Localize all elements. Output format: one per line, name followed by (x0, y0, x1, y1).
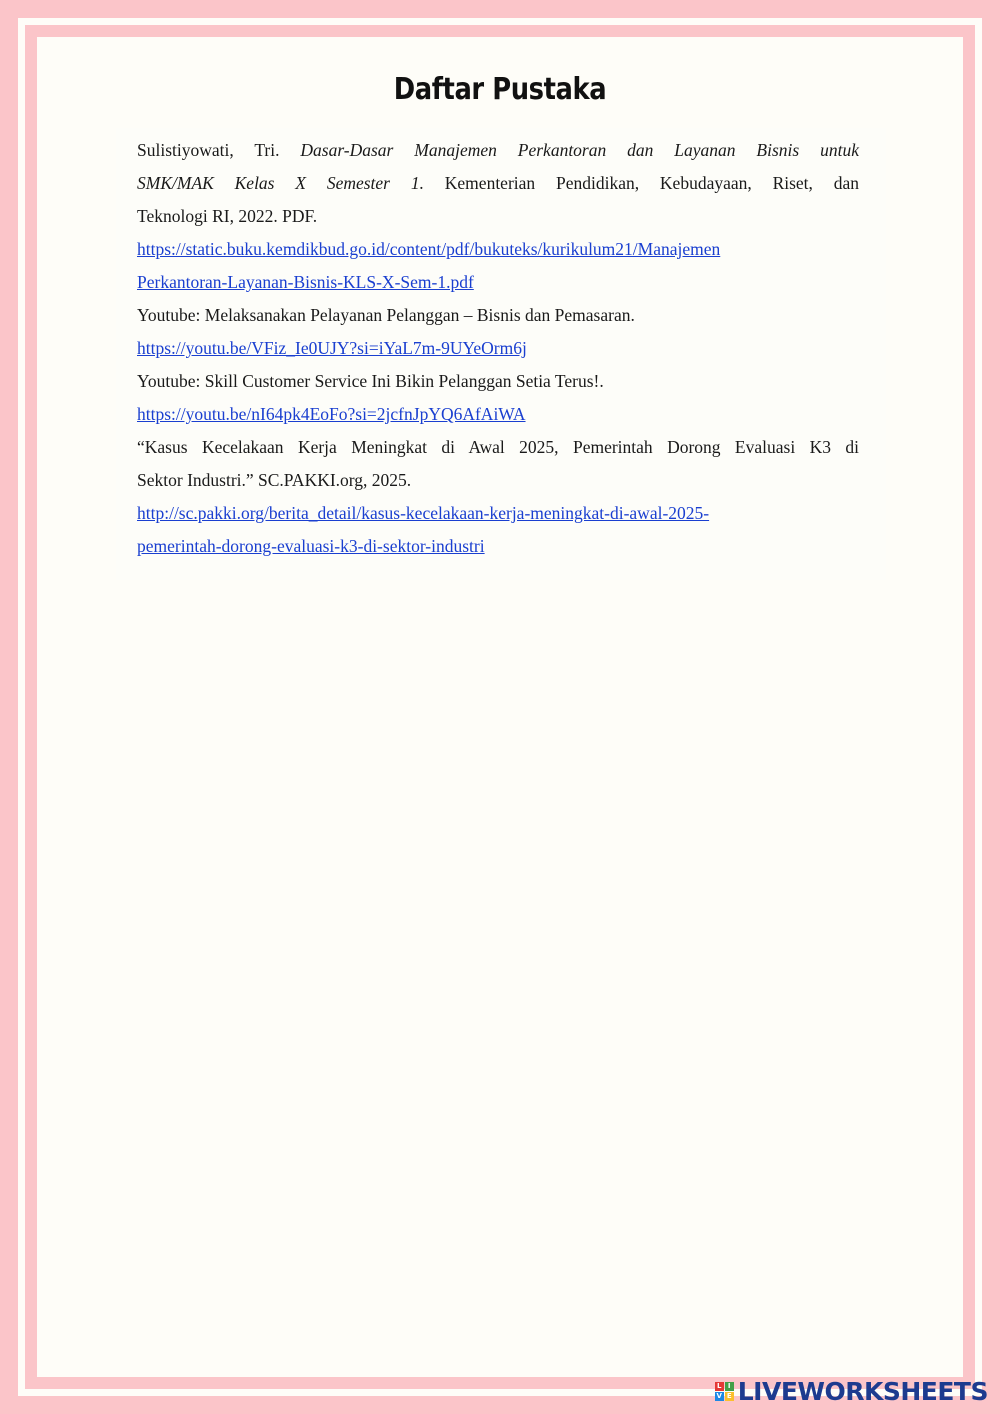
reference-link[interactable]: pemerintah-dorong-evaluasi-k3-di-sektor-industri (137, 536, 485, 556)
reference-text: Sektor Industri.” SC.PAKKI.org, 2025. (137, 470, 412, 490)
reference-item (137, 365, 859, 431)
reference-link[interactable]: https://youtu.be/nI64pk4EoFo?si=2jcfnJpYQ6AfAiWA (137, 404, 526, 424)
reference-link[interactable]: http://sc.pakki.org/berita_detail/kasus-kecelakaan-kerja-meningkat-di-awal-2025- (137, 503, 710, 523)
liveworksheets-logo[interactable] (715, 1376, 988, 1406)
logo-mark-letter: V (716, 1391, 722, 1400)
reference-text: “Kasus Kecelakaan Kerja Meningkat di Awal 2025, Pemerintah Dorong Evaluasi K3 di (137, 437, 859, 457)
logo-mark-letter: E (725, 1392, 734, 1401)
reference-link[interactable]: https://static.buku.kemdikbud.go.id/content/pdf/bukuteks/kurikulum21/Manajemen (137, 239, 721, 259)
reference-text: Youtube: Melaksanakan Pelayanan Pelanggan – Bisnis dan Pemasaran. (137, 305, 635, 325)
reference-list (137, 134, 859, 563)
reference-item (137, 134, 859, 299)
reference-item (137, 431, 859, 563)
page-title: Daftar Pustaka (393, 72, 607, 107)
reference-publisher: Teknologi RI, 2022. PDF. (137, 206, 318, 226)
logo-text: LIVEWORKSHEETS (737, 1376, 988, 1406)
logo-mark-letter: I (725, 1382, 734, 1391)
reference-author: Sulistiyowati, Tri. (137, 140, 280, 160)
reference-work-title: SMK/MAK Kelas X Semester 1. (137, 173, 424, 193)
reference-line (137, 167, 860, 200)
reference-link[interactable]: https://youtu.be/VFiz_Ie0UJY?si=iYaL7m-9UYeOrm6j (137, 338, 527, 358)
reference-item (137, 299, 859, 365)
reference-text: Youtube: Skill Customer Service Ini Bikin Pelanggan Setia Terus!. (137, 371, 604, 391)
reference-link[interactable]: Perkantoran-Layanan-Bisnis-KLS-X-Sem-1.pdf (137, 272, 474, 292)
reference-work-title: Dasar-Dasar Manajemen Perkantoran dan Layanan Bisnis untuk (300, 140, 859, 160)
liveworksheets-mark-icon (715, 1382, 734, 1401)
logo-mark-letter: L (715, 1382, 724, 1391)
reference-line (137, 134, 859, 167)
reference-publisher: Kementerian Pendidikan, Kebudayaan, Riset, dan (444, 173, 860, 193)
